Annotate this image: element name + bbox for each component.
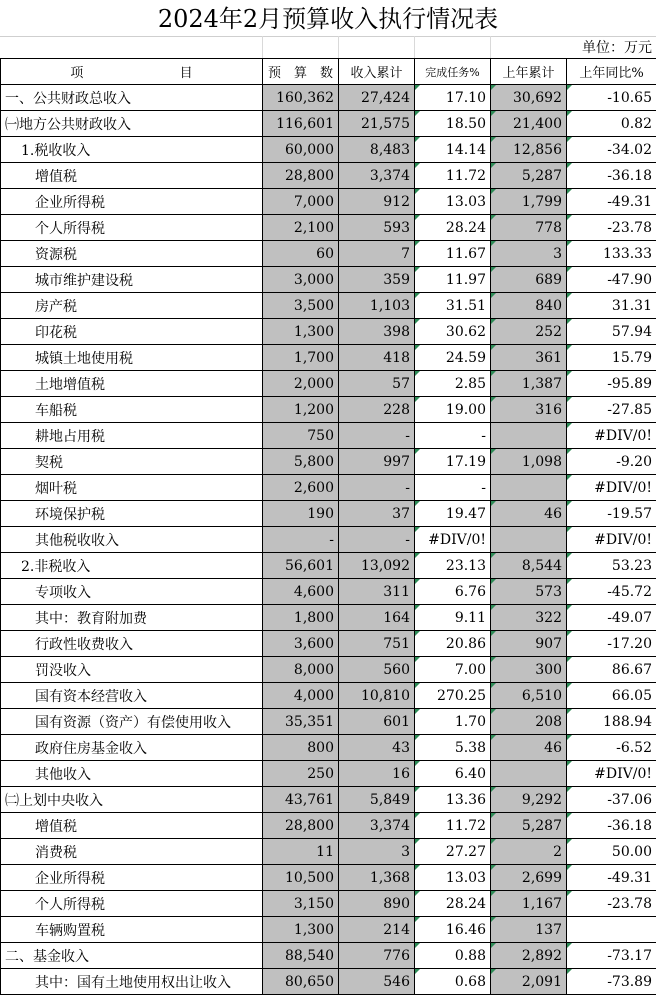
cell-yoy: -10.65 (567, 85, 656, 111)
table-row (1, 943, 656, 969)
cell-last-year: 840 (491, 293, 567, 319)
table-row (1, 423, 656, 449)
cell-cumulative: 593 (339, 215, 415, 241)
cell-budget: 3,000 (263, 267, 339, 293)
cell-yoy: -49.31 (567, 865, 656, 891)
cell-cumulative: 8,483 (339, 137, 415, 163)
cell-cumulative: 311 (339, 579, 415, 605)
cell-cumulative: 560 (339, 657, 415, 683)
cell-completion: 6.76 (415, 579, 491, 605)
table-row (1, 605, 656, 631)
cell-last-year: 907 (491, 631, 567, 657)
cell-completion: 20.86 (415, 631, 491, 657)
header-item (1, 59, 263, 85)
table-row (1, 761, 656, 787)
cell-yoy: -36.18 (567, 163, 656, 189)
cell-yoy: -95.89 (567, 371, 656, 397)
table-row (1, 735, 656, 761)
row-item-name: 耕地占用税 (1, 423, 263, 449)
cell-completion: - (415, 475, 491, 501)
cell-yoy: 31.31 (567, 293, 656, 319)
cell-budget: 3,150 (263, 891, 339, 917)
cell-budget: 800 (263, 735, 339, 761)
cell-last-year: 12,856 (491, 137, 567, 163)
row-item-name: 车船税 (1, 397, 263, 423)
row-item-name: ㈡上划中央收入 (1, 787, 263, 813)
header-item-right: 目 (179, 66, 193, 81)
cell-completion: 0.88 (415, 943, 491, 969)
cell-cumulative: 751 (339, 631, 415, 657)
cell-cumulative: - (339, 475, 415, 501)
cell-last-year: 21,400 (491, 111, 567, 137)
cell-cumulative: 228 (339, 397, 415, 423)
row-item-name: 其他税收收入 (1, 527, 263, 553)
row-item-name: 契税 (1, 449, 263, 475)
grid-line (262, 36, 263, 58)
cell-budget: 2,600 (263, 475, 339, 501)
cell-budget: 56,601 (263, 553, 339, 579)
cell-yoy (567, 917, 656, 943)
cell-completion: 7.00 (415, 657, 491, 683)
cell-last-year: 46 (491, 735, 567, 761)
cell-last-year: 1,387 (491, 371, 567, 397)
row-item-name: 国有资本经营收入 (1, 683, 263, 709)
table-row (1, 501, 656, 527)
cell-cumulative: 418 (339, 345, 415, 371)
table-row (1, 787, 656, 813)
cell-budget: 160,362 (263, 85, 339, 111)
cell-last-year: 137 (491, 917, 567, 943)
cell-budget: 1,300 (263, 319, 339, 345)
cell-budget: 28,800 (263, 813, 339, 839)
cell-completion: 2.85 (415, 371, 491, 397)
table-row (1, 215, 656, 241)
table-row (1, 891, 656, 917)
cell-cumulative: 7 (339, 241, 415, 267)
cell-cumulative: 214 (339, 917, 415, 943)
cell-yoy: -23.78 (567, 215, 656, 241)
cell-budget: 10,500 (263, 865, 339, 891)
cell-yoy: #DIV/0! (567, 423, 656, 449)
cell-completion: 27.27 (415, 839, 491, 865)
table-row (1, 839, 656, 865)
cell-yoy: #DIV/0! (567, 761, 656, 787)
cell-completion: 30.62 (415, 319, 491, 345)
cell-completion: 16.46 (415, 917, 491, 943)
cell-cumulative: 1,103 (339, 293, 415, 319)
table-row (1, 397, 656, 423)
cell-completion: 9.11 (415, 605, 491, 631)
row-item-name: 企业所得税 (1, 189, 263, 215)
cell-last-year: 361 (491, 345, 567, 371)
cell-budget: 1,800 (263, 605, 339, 631)
cell-budget: 3,500 (263, 293, 339, 319)
cell-cumulative: - (339, 423, 415, 449)
cell-yoy: -34.02 (567, 137, 656, 163)
cell-cumulative: 5,849 (339, 787, 415, 813)
header-item-left: 项 (70, 66, 84, 81)
cell-last-year: 689 (491, 267, 567, 293)
cell-completion: 24.59 (415, 345, 491, 371)
cell-yoy: 86.67 (567, 657, 656, 683)
cell-yoy: -73.17 (567, 943, 656, 969)
table-row (1, 449, 656, 475)
cell-budget: 4,000 (263, 683, 339, 709)
cell-completion: - (415, 423, 491, 449)
cell-yoy: 66.05 (567, 683, 656, 709)
cell-yoy: -6.52 (567, 735, 656, 761)
page-title: 2024年2月预算收入执行情况表 (0, 0, 656, 37)
cell-cumulative: 21,575 (339, 111, 415, 137)
header-completion: 完成任务% (415, 59, 491, 85)
cell-budget: 1,200 (263, 397, 339, 423)
cell-last-year: 30,692 (491, 85, 567, 111)
cell-budget: 250 (263, 761, 339, 787)
cell-yoy: 188.94 (567, 709, 656, 735)
cell-cumulative: 3,374 (339, 163, 415, 189)
cell-last-year: 1,799 (491, 189, 567, 215)
table-row (1, 657, 656, 683)
cell-completion: 6.40 (415, 761, 491, 787)
cell-completion: 11.67 (415, 241, 491, 267)
cell-yoy: #DIV/0! (567, 475, 656, 501)
row-item-name: 二、基金收入 (1, 943, 263, 969)
cell-yoy: -49.07 (567, 605, 656, 631)
table-row (1, 111, 656, 137)
cell-cumulative: 57 (339, 371, 415, 397)
cell-yoy: -36.18 (567, 813, 656, 839)
table-row (1, 293, 656, 319)
row-item-name: 增值税 (1, 163, 263, 189)
row-item-name: 政府住房基金收入 (1, 735, 263, 761)
cell-budget: 750 (263, 423, 339, 449)
cell-cumulative: 359 (339, 267, 415, 293)
cell-cumulative: 997 (339, 449, 415, 475)
cell-cumulative: 601 (339, 709, 415, 735)
cell-cumulative: 3 (339, 839, 415, 865)
cell-yoy: 57.94 (567, 319, 656, 345)
cell-cumulative: 27,424 (339, 85, 415, 111)
cell-last-year: 1,167 (491, 891, 567, 917)
table-row (1, 475, 656, 501)
cell-completion: 28.24 (415, 215, 491, 241)
cell-cumulative: 10,810 (339, 683, 415, 709)
cell-completion: 23.13 (415, 553, 491, 579)
table-row (1, 813, 656, 839)
cell-yoy: -9.20 (567, 449, 656, 475)
row-item-name: 其中：教育附加费 (1, 605, 263, 631)
unit-label: 单位：万元 (582, 40, 652, 56)
cell-yoy: 15.79 (567, 345, 656, 371)
cell-budget: - (263, 527, 339, 553)
table-row (1, 85, 656, 111)
table-row (1, 527, 656, 553)
row-item-name: 城市维护建设税 (1, 267, 263, 293)
table-row (1, 631, 656, 657)
cell-completion: 28.24 (415, 891, 491, 917)
table-row (1, 345, 656, 371)
cell-yoy: 0.82 (567, 111, 656, 137)
cell-budget: 28,800 (263, 163, 339, 189)
cell-last-year: 300 (491, 657, 567, 683)
cell-budget: 80,650 (263, 969, 339, 995)
cell-last-year: 322 (491, 605, 567, 631)
cell-last-year: 573 (491, 579, 567, 605)
cell-cumulative: 1,368 (339, 865, 415, 891)
cell-completion: 270.25 (415, 683, 491, 709)
cell-yoy: #DIV/0! (567, 527, 656, 553)
cell-completion: 5.38 (415, 735, 491, 761)
row-item-name: 专项收入 (1, 579, 263, 605)
cell-yoy: -47.90 (567, 267, 656, 293)
row-item-name: 个人所得税 (1, 215, 263, 241)
cell-completion: 0.68 (415, 969, 491, 995)
row-item-name: 个人所得税 (1, 891, 263, 917)
cell-last-year: 208 (491, 709, 567, 735)
table-row (1, 163, 656, 189)
cell-completion: 19.47 (415, 501, 491, 527)
table-row (1, 371, 656, 397)
cell-last-year (491, 527, 567, 553)
cell-completion: 13.03 (415, 865, 491, 891)
table-row (1, 579, 656, 605)
cell-completion: 1.70 (415, 709, 491, 735)
cell-completion: 17.10 (415, 85, 491, 111)
cell-yoy: -49.31 (567, 189, 656, 215)
cell-budget: 43,761 (263, 787, 339, 813)
row-item-name: 其他收入 (1, 761, 263, 787)
cell-last-year: 46 (491, 501, 567, 527)
cell-last-year: 3 (491, 241, 567, 267)
table-row (1, 319, 656, 345)
cell-yoy: -45.72 (567, 579, 656, 605)
cell-yoy: 133.33 (567, 241, 656, 267)
row-item-name: 一、公共财政总收入 (1, 85, 263, 111)
cell-cumulative: 3,374 (339, 813, 415, 839)
cell-budget: 60 (263, 241, 339, 267)
cell-last-year: 2,091 (491, 969, 567, 995)
cell-last-year: 6,510 (491, 683, 567, 709)
budget-table (0, 58, 656, 995)
cell-budget: 7,000 (263, 189, 339, 215)
row-item-name: 罚没收入 (1, 657, 263, 683)
table-row (1, 137, 656, 163)
cell-yoy: -37.06 (567, 787, 656, 813)
cell-last-year: 1,098 (491, 449, 567, 475)
cell-completion: 11.97 (415, 267, 491, 293)
table-row (1, 917, 656, 943)
row-item-name: 土地增值税 (1, 371, 263, 397)
table-row (1, 553, 656, 579)
cell-cumulative: 164 (339, 605, 415, 631)
cell-completion: 31.51 (415, 293, 491, 319)
cell-last-year: 5,287 (491, 163, 567, 189)
header-last-year: 上年累计 (491, 59, 567, 85)
cell-completion: 11.72 (415, 163, 491, 189)
cell-yoy: -73.89 (567, 969, 656, 995)
row-item-name: 2.非税收入 (1, 553, 263, 579)
row-item-name: 房产税 (1, 293, 263, 319)
row-item-name: 消费税 (1, 839, 263, 865)
cell-yoy: -17.20 (567, 631, 656, 657)
cell-last-year: 2,699 (491, 865, 567, 891)
row-item-name: 烟叶税 (1, 475, 263, 501)
cell-cumulative: 398 (339, 319, 415, 345)
cell-completion: #DIV/0! (415, 527, 491, 553)
header-cumulative: 收入累计 (339, 59, 415, 85)
table-row (1, 865, 656, 891)
cell-budget: 2,100 (263, 215, 339, 241)
cell-budget: 8,000 (263, 657, 339, 683)
cell-cumulative: 912 (339, 189, 415, 215)
row-item-name: 环境保护税 (1, 501, 263, 527)
cell-completion: 14.14 (415, 137, 491, 163)
cell-yoy: 53.23 (567, 553, 656, 579)
row-item-name: 城镇土地使用税 (1, 345, 263, 371)
cell-budget: 35,351 (263, 709, 339, 735)
table-row (1, 241, 656, 267)
row-item-name: 行政性收费收入 (1, 631, 263, 657)
header-yoy: 上年同比% (567, 59, 656, 85)
cell-last-year: 2 (491, 839, 567, 865)
row-item-name: 车辆购置税 (1, 917, 263, 943)
cell-budget: 190 (263, 501, 339, 527)
cell-last-year: 252 (491, 319, 567, 345)
cell-budget: 2,000 (263, 371, 339, 397)
cell-cumulative: - (339, 527, 415, 553)
row-item-name: 1.税收收入 (1, 137, 263, 163)
unit-row (0, 36, 656, 59)
cell-last-year (491, 423, 567, 449)
cell-completion: 11.72 (415, 813, 491, 839)
cell-yoy: -27.85 (567, 397, 656, 423)
cell-budget: 60,000 (263, 137, 339, 163)
cell-last-year: 5,287 (491, 813, 567, 839)
row-item-name: ㈠地方公共财政收入 (1, 111, 263, 137)
cell-budget: 88,540 (263, 943, 339, 969)
header-budget: 预 算 数 (263, 59, 339, 85)
cell-budget: 4,600 (263, 579, 339, 605)
row-item-name: 增值税 (1, 813, 263, 839)
cell-last-year: 2,892 (491, 943, 567, 969)
cell-budget: 11 (263, 839, 339, 865)
table-row (1, 709, 656, 735)
cell-cumulative: 776 (339, 943, 415, 969)
cell-cumulative: 546 (339, 969, 415, 995)
row-item-name: 国有资源（资产）有偿使用收入 (1, 709, 263, 735)
cell-completion: 17.19 (415, 449, 491, 475)
cell-cumulative: 16 (339, 761, 415, 787)
cell-last-year: 316 (491, 397, 567, 423)
cell-last-year (491, 475, 567, 501)
cell-yoy: -19.57 (567, 501, 656, 527)
cell-cumulative: 37 (339, 501, 415, 527)
cell-yoy: 50.00 (567, 839, 656, 865)
cell-last-year: 778 (491, 215, 567, 241)
row-item-name: 印花税 (1, 319, 263, 345)
cell-completion: 19.00 (415, 397, 491, 423)
cell-budget: 5,800 (263, 449, 339, 475)
table-row (1, 267, 656, 293)
grid-line (490, 36, 491, 58)
header-row (1, 59, 656, 85)
cell-cumulative: 43 (339, 735, 415, 761)
row-item-name: 资源税 (1, 241, 263, 267)
grid-line (414, 36, 415, 58)
table-row (1, 189, 656, 215)
cell-cumulative: 13,092 (339, 553, 415, 579)
cell-cumulative: 890 (339, 891, 415, 917)
cell-budget: 1,700 (263, 345, 339, 371)
cell-budget: 116,601 (263, 111, 339, 137)
cell-last-year: 8,544 (491, 553, 567, 579)
table-row (1, 969, 656, 995)
cell-last-year: 9,292 (491, 787, 567, 813)
cell-completion: 13.03 (415, 189, 491, 215)
row-item-name: 其中：国有土地使用权出让收入 (1, 969, 263, 995)
cell-budget: 1,300 (263, 917, 339, 943)
row-item-name: 企业所得税 (1, 865, 263, 891)
cell-completion: 18.50 (415, 111, 491, 137)
grid-line (338, 36, 339, 58)
cell-budget: 3,600 (263, 631, 339, 657)
cell-yoy: -23.78 (567, 891, 656, 917)
table-row (1, 683, 656, 709)
cell-completion: 13.36 (415, 787, 491, 813)
cell-last-year (491, 761, 567, 787)
